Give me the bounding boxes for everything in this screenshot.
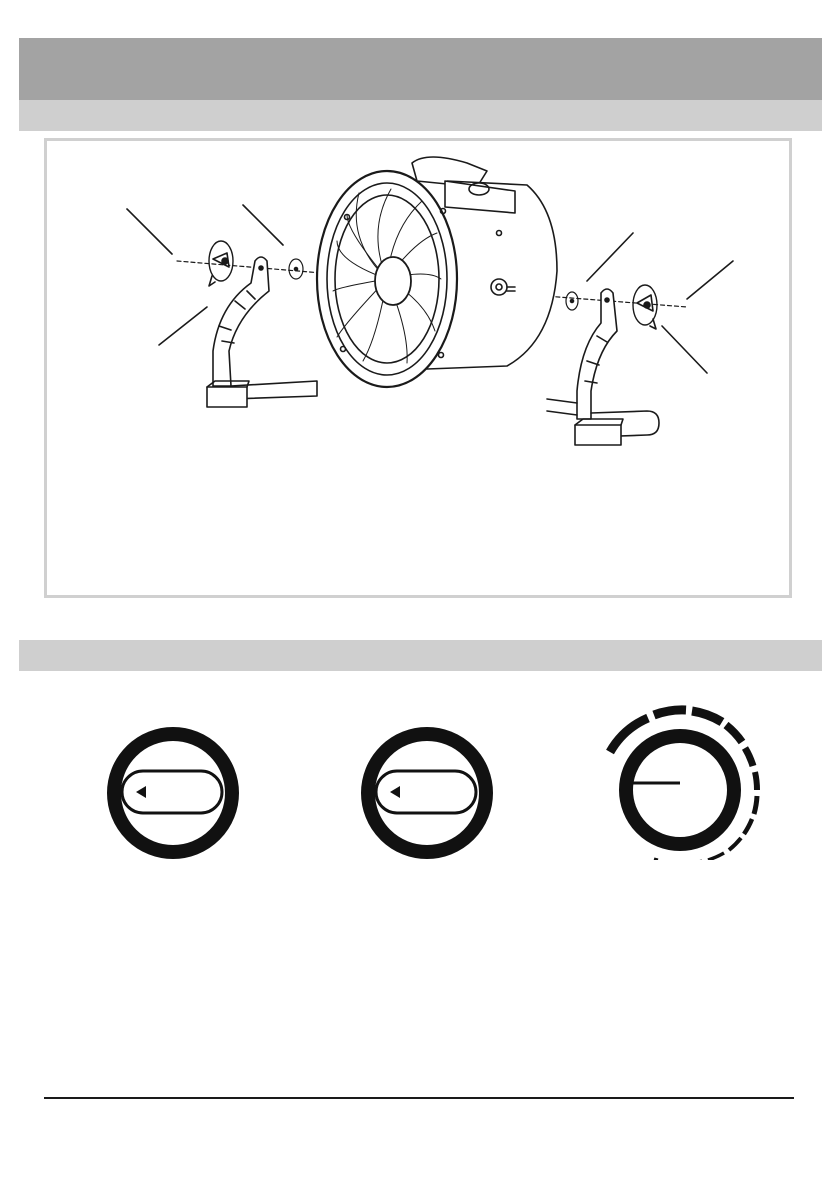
right-stand — [547, 289, 659, 445]
leader-line — [587, 233, 633, 281]
assembly-diagram-frame — [44, 138, 792, 598]
fan-body — [317, 157, 557, 387]
left-stand — [207, 257, 317, 407]
selector-knob-left — [100, 724, 250, 864]
thermostat-dial-icon — [610, 710, 757, 860]
section-band — [19, 640, 822, 671]
leader-line — [127, 209, 172, 254]
fan-hub — [375, 257, 411, 305]
assembly-axis — [177, 261, 322, 273]
leader-line — [662, 326, 707, 373]
right-wing-knob — [633, 285, 657, 329]
header-band — [19, 38, 822, 100]
rotary-knob-icon — [368, 734, 486, 852]
selector-knob-center — [354, 724, 504, 864]
thermostat-dial — [596, 700, 766, 860]
leader-line — [687, 261, 733, 299]
rotary-knob-icon — [114, 734, 232, 852]
leader-line — [243, 205, 283, 245]
footer-rule — [44, 1097, 794, 1099]
leader-line — [159, 307, 207, 345]
subheader-band — [19, 100, 822, 131]
fan-assembly-exploded-diagram — [47, 141, 789, 595]
